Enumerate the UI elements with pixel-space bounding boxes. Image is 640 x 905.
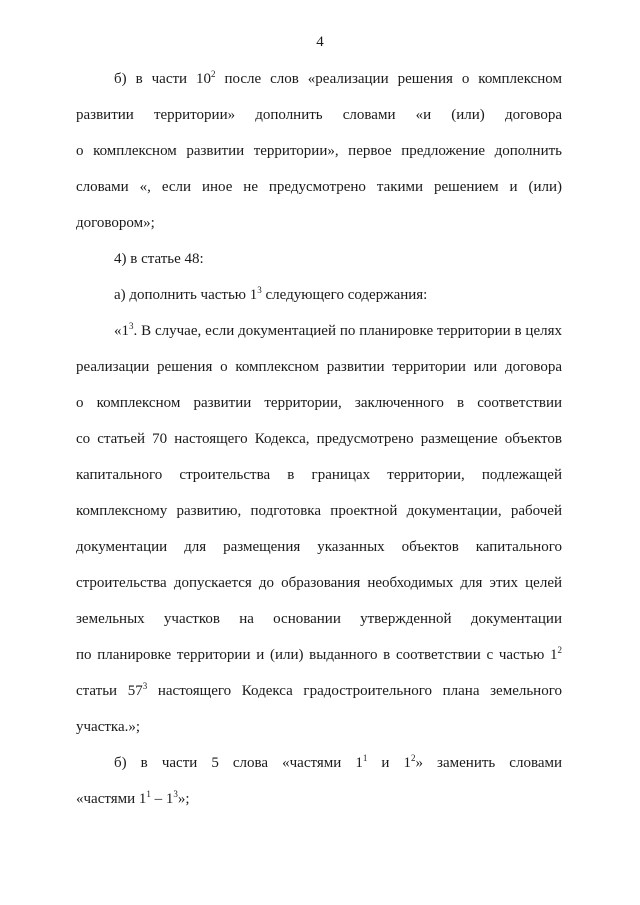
text-line bbox=[76, 538, 562, 556]
text-line bbox=[76, 358, 562, 376]
text-run: договором»; bbox=[76, 215, 155, 231]
text-run: земельных участков на основании утвержденной документации bbox=[76, 611, 562, 627]
superscript: 3 bbox=[129, 321, 134, 331]
text-line bbox=[76, 574, 562, 592]
text-line bbox=[76, 646, 562, 664]
superscript: 1 bbox=[146, 789, 151, 799]
text-line bbox=[76, 790, 562, 808]
text-run: о комплексном развитии территории, заключенного в соответствии bbox=[76, 395, 562, 411]
superscript: 1 bbox=[362, 753, 368, 763]
text-run: о комплексном развитии территории», первое предложение дополнить bbox=[76, 143, 562, 159]
text-line bbox=[114, 250, 562, 268]
page-number: 4 bbox=[316, 34, 324, 50]
text-run: реализации решения о комплексном развитии территории или договора bbox=[76, 359, 562, 375]
text-run: комплексному развитию, подготовка проектной документации, рабочей bbox=[76, 503, 562, 519]
text-line bbox=[76, 106, 562, 124]
text-run: статьи 57 bbox=[76, 683, 143, 699]
text-run: » заменить словами bbox=[415, 755, 563, 771]
text-run: строительства допускается до образования необходимых для этих целей bbox=[76, 575, 562, 591]
text-line bbox=[76, 466, 562, 484]
text-run: «частями 1 bbox=[76, 791, 147, 807]
superscript: 2 bbox=[411, 753, 416, 763]
text-run: участка.»; bbox=[76, 719, 141, 735]
text-run: со статьей 70 настоящего Кодекса, предусмотрено размещение объектов bbox=[76, 431, 562, 447]
text-run: б) в части 5 слова «частями 1 bbox=[114, 755, 363, 771]
text-run: а) дополнить частью 1 bbox=[114, 287, 258, 303]
text-run: следующего содержания: bbox=[261, 287, 428, 303]
text-run: и 1 bbox=[367, 755, 411, 771]
text-run: »; bbox=[177, 791, 190, 807]
superscript: 2 bbox=[211, 69, 216, 79]
superscript: 3 bbox=[173, 789, 178, 799]
text-run: словами «, если иное не предусмотрено такими решением и (или) bbox=[76, 179, 562, 195]
text-run: развитии территории» дополнить словами «и (или) договора bbox=[76, 107, 562, 123]
superscript: 3 bbox=[257, 285, 262, 295]
text-run: документации для размещения указанных объектов капитального bbox=[76, 539, 562, 555]
text-run: после слов «реализации решения о комплексном bbox=[215, 71, 562, 87]
text-line bbox=[76, 142, 562, 160]
text-run: . В случае, если документацией по планировке территории в целях bbox=[133, 323, 562, 339]
text-line bbox=[76, 394, 562, 412]
text-line bbox=[76, 430, 562, 448]
superscript: 2 bbox=[557, 645, 562, 655]
text-run: по планировке территории и (или) выданного в соответствии с частью 1 bbox=[76, 647, 558, 663]
text-run: «1 bbox=[114, 323, 129, 339]
text-run: – 1 bbox=[150, 791, 174, 807]
text-line bbox=[114, 754, 562, 772]
text-run: 4) в статье 48: bbox=[114, 251, 204, 267]
text-line bbox=[76, 178, 562, 196]
text-line bbox=[114, 322, 562, 340]
text-run: капитального строительства в границах территории, подлежащей bbox=[76, 467, 562, 483]
text-line bbox=[76, 718, 562, 736]
superscript: 3 bbox=[142, 681, 148, 691]
text-line bbox=[76, 502, 562, 520]
text-line bbox=[114, 70, 562, 88]
text-line bbox=[76, 682, 562, 700]
text-line bbox=[76, 610, 562, 628]
text-run: б) в части 10 bbox=[114, 71, 212, 87]
text-line bbox=[76, 214, 562, 232]
text-line bbox=[114, 286, 562, 304]
text-run: настоящего Кодекса градостроительного плана земельного bbox=[147, 683, 562, 699]
